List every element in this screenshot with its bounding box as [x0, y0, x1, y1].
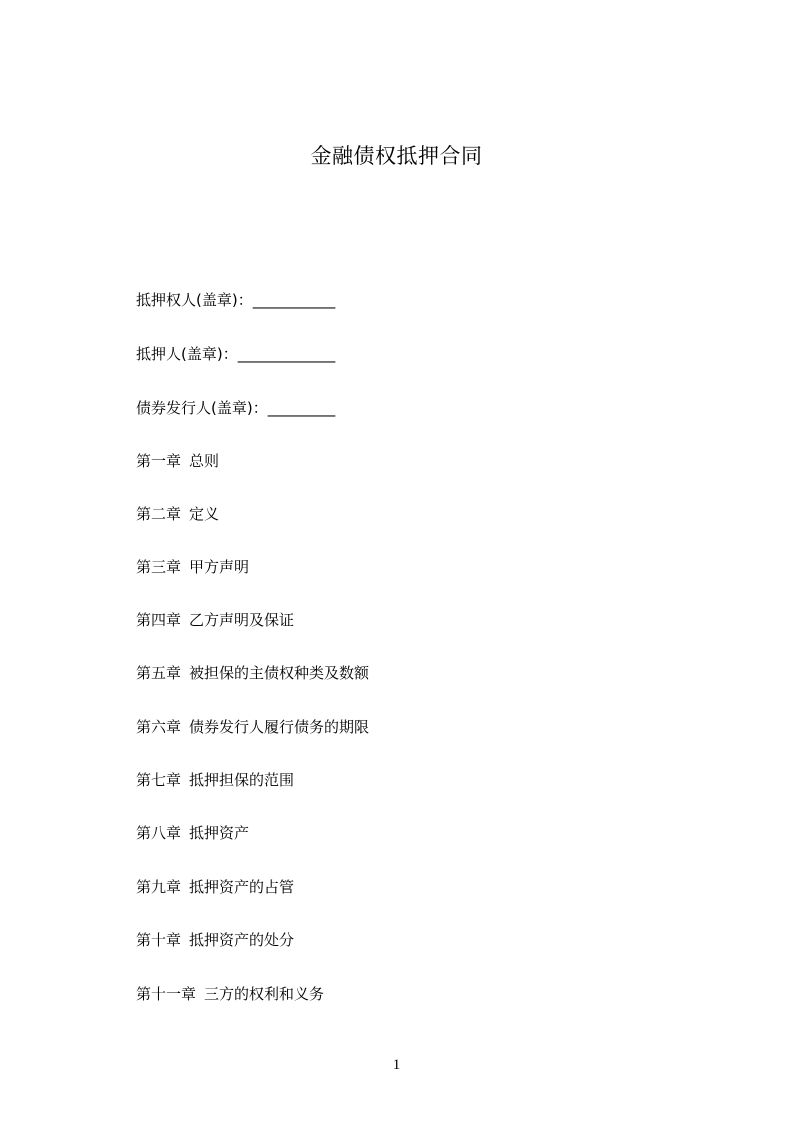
- chapter-number: 第七章: [136, 771, 182, 789]
- party-label: 抵押权人(盖章)：: [136, 291, 253, 309]
- chapter-item: [136, 984, 324, 1004]
- chapter-item: [136, 557, 249, 577]
- signature-blank: ___________: [252, 291, 336, 309]
- chapter-title: 抵押资产的处分: [189, 931, 295, 949]
- chapter-item: [136, 451, 219, 471]
- chapter-number: 第九章: [136, 878, 182, 896]
- chapter-number: 第十章: [136, 931, 182, 949]
- signature-blank: _____________: [237, 345, 336, 363]
- chapter-title: 甲方声明: [189, 558, 250, 576]
- chapter-title: 三方的权利和义务: [204, 985, 325, 1003]
- chapter-title: 债券发行人履行债务的期限: [189, 718, 370, 736]
- chapter-title: 抵押担保的范围: [189, 771, 295, 789]
- chapter-item: [136, 663, 369, 683]
- chapter-number: 第二章: [136, 505, 182, 523]
- chapter-item: [136, 823, 249, 843]
- chapter-item: [136, 717, 369, 737]
- party-line-mortgagee: [136, 290, 335, 310]
- chapter-number: 第一章: [136, 452, 182, 470]
- chapter-item: [136, 610, 294, 630]
- chapter-number: 第六章: [136, 718, 182, 736]
- chapter-item: [136, 504, 219, 524]
- chapter-title: 抵押资产: [189, 824, 250, 842]
- party-label: 抵押人(盖章)：: [136, 345, 238, 363]
- chapter-number: 第四章: [136, 611, 182, 629]
- page-number: 1: [392, 1057, 401, 1073]
- chapter-title: 总则: [189, 452, 220, 470]
- signature-blank: _________: [267, 399, 336, 417]
- chapter-title: 被担保的主债权种类及数额: [189, 664, 370, 682]
- chapter-title: 定义: [189, 505, 220, 523]
- chapter-item: [136, 930, 294, 950]
- chapter-item: [136, 877, 294, 897]
- chapter-title: 抵押资产的占管: [189, 878, 295, 896]
- party-line-mortgagor: [136, 344, 335, 364]
- chapter-number: 第十一章: [136, 985, 197, 1003]
- party-line-bond-issuer: [136, 398, 335, 418]
- chapter-number: 第八章: [136, 824, 182, 842]
- document-title: 金融债权抵押合同: [310, 144, 483, 168]
- chapter-number: 第五章: [136, 664, 182, 682]
- chapter-number: 第三章: [136, 558, 182, 576]
- party-label: 债券发行人(盖章)：: [136, 399, 268, 417]
- chapter-item: [136, 770, 294, 790]
- chapter-title: 乙方声明及保证: [189, 611, 295, 629]
